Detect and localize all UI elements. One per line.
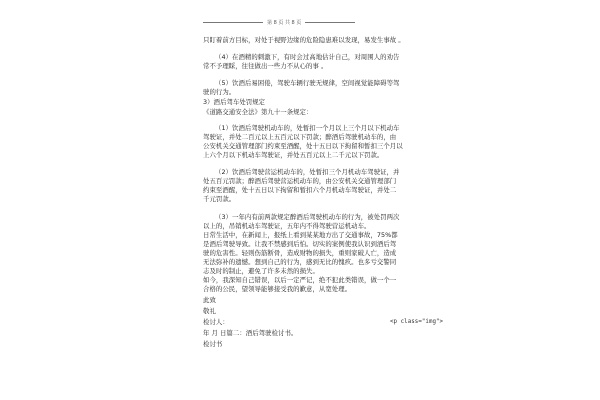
section-heading: 3）酒后驾车处罚规定 (203, 98, 266, 106)
body-line: 是酒后驾驶导致。让我不禁感到后怕。切实的案例使我认识到酒后驾 (203, 240, 397, 248)
date-line: 年 月 日篇二：酒后驾驶检讨书。 (203, 329, 298, 337)
body-line: 上六个月以下机动车驾驶证，并处五百元以上二千元以下罚款。 (203, 151, 384, 159)
body-line: 只盯着前方目标，对处于视野边缘的危险隐患难以发现，易发生事故 。 (203, 36, 405, 44)
body-line: 志及时的制止，避免了许多未然的损失。 (203, 267, 319, 275)
body-line: 千元罚款。 (203, 195, 236, 203)
body-line: 以上的，吊销机动车驾驶证，五年内不得驾驶营运机动车。 (203, 222, 371, 230)
body-line: 驾驶证，并处二百元以上五百元以下罚款；醉酒后驾驶机动车的，由 (203, 133, 397, 141)
body-line: （2）饮酒后驾驶营运机动车的，处暂扣三个月机动车驾驶证，并 (215, 168, 400, 176)
closing-line: 此致 (203, 296, 216, 304)
closing-line: 敬礼 (203, 307, 216, 315)
body-line: 处五百元罚款；醉酒后驾驶营运机动车的，由公安机关交通管理部门 (203, 177, 397, 185)
next-section-title: 检讨书 (203, 340, 223, 348)
body-line: 《道路交通安全法》第九十一条规定： (203, 108, 313, 116)
header-rule-left (203, 22, 263, 23)
body-line: 约束至酒醒，处十五日以下拘留和暂扣六个月机动车驾驶证，并处二 (203, 186, 397, 194)
body-line: （4）在酒精的刺激下，有时会过高地估计自己，对周围人的劝告 (215, 53, 400, 61)
body-line: 如今，我深知自己错误，以后一定严记，绝不犯此类错误，做一个一 (203, 276, 397, 284)
page-number-text: 第 8 页 共 8 页 (267, 20, 302, 26)
body-line: 常不予理睬，往往做出一些力不从心的事 。 (203, 62, 328, 70)
body-line: （5）饮酒后易困倦，驾驶车辆行驶无规律，空间视觉能障碍等驾 (215, 79, 400, 87)
body-line: 驶的行为。 (203, 88, 236, 96)
header-rule-right (305, 22, 355, 23)
body-line: 合格的公民，望领导能够接受我的歉意，从宽处理。 (203, 285, 352, 293)
page-header (203, 19, 403, 26)
body-line: 驶的危害性。轻则伤筋断骨，造成财物的损失，重则家破人亡，造成 (203, 249, 397, 257)
stray-html-tag: <p class="img"> (390, 319, 444, 325)
signature-label: 检讨人： (203, 318, 229, 326)
body-line: 无法弥补的遗憾。想到自己的行为，感到无比的愧疚。也多亏交警同 (203, 258, 397, 266)
body-line: 日常生活中，在新闻上，报纸上看到某某地方出了交通事故，75%都 (203, 231, 398, 239)
body-line: （1）饮酒后驾驶机动车的，处暂扣一个月以上三个月以下机动车 (215, 124, 400, 132)
body-line: 公安机关交通管理部门约束至酒醒，处十五日以下拘留和暂扣三个月以 (203, 142, 403, 150)
body-line: （3）一年内有前两款规定醉酒后驾驶机动车的行为，被处罚两次 (215, 213, 400, 221)
